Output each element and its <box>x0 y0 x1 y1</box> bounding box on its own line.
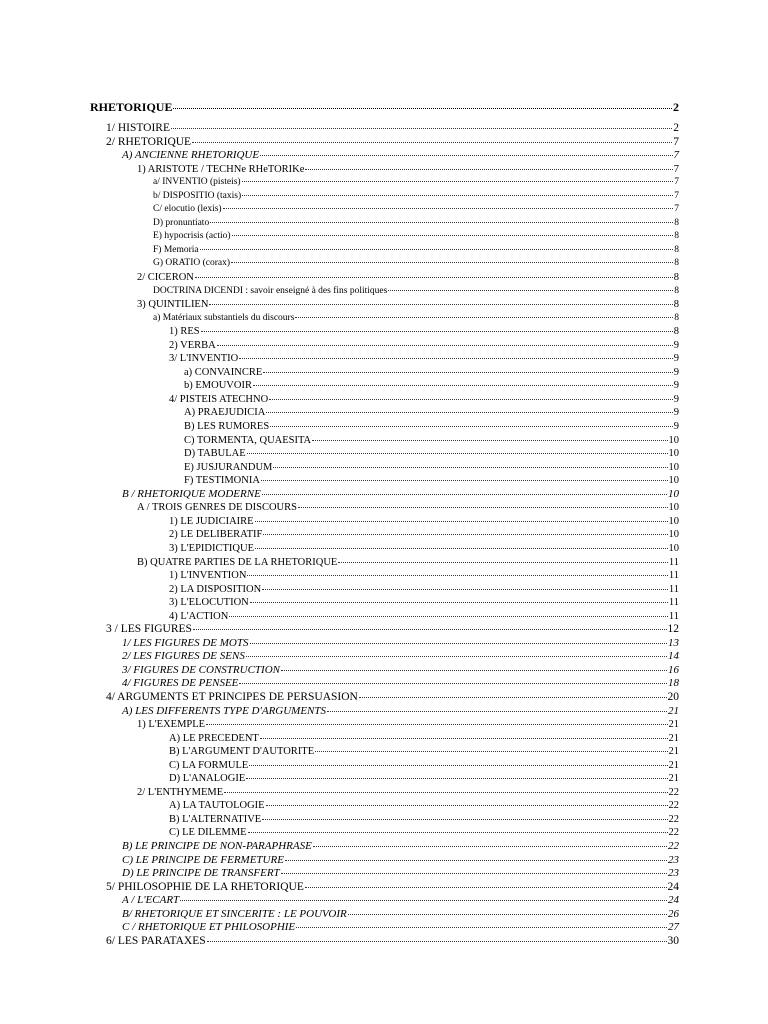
toc-entry-page: 9 <box>673 380 679 392</box>
toc-entry-label: 1) L'EXEMPLE <box>137 719 206 731</box>
toc-title-row[interactable] <box>0 98 768 122</box>
toc-entry-label: 2) LA DISPOSITION <box>169 583 262 595</box>
toc-entry-label: D) LE PRINCIPE DE TRANSFERT <box>122 867 280 880</box>
toc-entry-page: 11 <box>668 556 679 568</box>
dot-leader <box>224 792 667 793</box>
toc-entry-page: 10 <box>668 475 679 487</box>
toc-entry-label: E) hypocrisis (actio) <box>153 231 231 242</box>
toc-entry[interactable] <box>0 813 768 827</box>
toc-entry-label: 2) VERBA <box>169 339 216 351</box>
toc-entry[interactable] <box>0 406 768 420</box>
toc-entry[interactable] <box>0 461 768 475</box>
toc-entry-label: C) LE PRINCIPE DE FERMETURE <box>122 853 284 866</box>
dot-leader <box>263 534 667 535</box>
toc-entry-page: 8 <box>673 299 679 311</box>
toc-entry-page: 23 <box>668 853 679 866</box>
toc-entry-label: A) LES DIFFERENTS TYPE D'ARGUMENTS <box>122 704 327 717</box>
toc-entry-label: 2/ CICERON <box>137 272 194 284</box>
dot-leader <box>193 629 667 630</box>
toc-entry-page: 8 <box>674 285 679 296</box>
toc-entry[interactable] <box>0 664 768 678</box>
dot-leader <box>201 331 673 332</box>
toc-entry[interactable] <box>0 637 768 651</box>
toc-entry-page: 7 <box>673 149 679 162</box>
toc-entry-page: 8 <box>674 231 679 242</box>
toc-entry-label: G) ORATIO (corax) <box>153 258 231 269</box>
toc-entry-label: B/ RHETORIQUE ET SINCERITE : LE POUVOIR <box>122 907 347 920</box>
toc-entry-label: A / TROIS GENRES DE DISCOURS <box>137 502 297 514</box>
toc-entry-page: 30 <box>667 934 679 947</box>
toc-entry[interactable] <box>0 271 768 285</box>
toc-entry-label: a) CONVAINCRE <box>184 366 263 378</box>
toc-entry-label: 3) L'ELOCUTION <box>169 597 249 609</box>
toc-entry[interactable] <box>0 921 768 935</box>
toc-entry-page: 21 <box>668 704 679 717</box>
toc-entry[interactable] <box>0 759 768 773</box>
toc-entry-page: 14 <box>668 650 679 663</box>
dot-leader <box>239 358 673 359</box>
toc-entry-label: 6/ LES PARATAXES <box>106 934 206 947</box>
toc-entry-label: D) L'ANALOGIE <box>169 773 246 785</box>
toc-entry-page: 8 <box>673 326 679 338</box>
toc-entry-page: 23 <box>668 867 679 880</box>
dot-leader <box>270 426 673 427</box>
dot-leader <box>250 602 668 603</box>
dot-leader <box>312 440 667 441</box>
toc-entry-label: B) QUATRE PARTIES DE LA RHETORIQUE <box>137 556 338 568</box>
dot-leader <box>249 765 667 766</box>
dot-leader <box>327 711 667 712</box>
dot-leader <box>305 169 672 170</box>
toc-entry-label: 3/ L'INVENTIO <box>169 353 239 365</box>
dot-leader <box>266 412 672 413</box>
toc-entry-page: 22 <box>668 827 679 839</box>
dot-leader <box>242 195 673 196</box>
dot-leader <box>246 656 667 657</box>
toc-entry[interactable] <box>0 935 768 949</box>
dot-leader <box>207 941 667 942</box>
toc-entry-label: a) Matériaux substantiels du discours <box>153 312 295 323</box>
dot-leader <box>239 683 667 684</box>
toc-entry[interactable] <box>0 122 768 136</box>
dot-leader <box>171 128 672 129</box>
toc-entry-label: B / RHETORIQUE MODERNE <box>122 487 261 500</box>
toc-entry[interactable] <box>0 799 768 813</box>
toc-entry-page: 24 <box>668 894 679 907</box>
toc-entry[interactable] <box>0 826 768 840</box>
toc-entry-page: 10 <box>668 529 679 541</box>
toc-entry-page: 16 <box>668 663 679 676</box>
toc-entry[interactable] <box>0 718 768 732</box>
dot-leader <box>296 927 667 928</box>
dot-leader <box>248 832 668 833</box>
dot-leader <box>262 589 668 590</box>
toc-entry-page: 11 <box>668 583 679 595</box>
toc-entry-label: DOCTRINA DICENDI : savoir enseigné à des fins politiques <box>153 285 388 296</box>
toc-entry-page: 9 <box>673 393 679 405</box>
toc-entry[interactable] <box>0 447 768 461</box>
toc-entry-page: 21 <box>668 719 679 731</box>
toc-entry[interactable] <box>0 650 768 664</box>
toc-entry-page: 22 <box>668 786 679 798</box>
toc-entry-label: B) L'ARGUMENT D'AUTORITE <box>169 746 315 758</box>
toc-entry-label: 1) LE JUDICIAIRE <box>169 515 254 527</box>
toc-entry-label: b) EMOUVOIR <box>184 380 252 392</box>
toc-entry[interactable] <box>0 786 768 800</box>
toc-entry-page: 9 <box>673 339 679 351</box>
toc-entry-label: A) LA TAUTOLOGIE <box>169 800 265 812</box>
dot-leader <box>229 616 668 617</box>
toc-entry-page: 11 <box>668 610 679 622</box>
toc-entry[interactable] <box>0 908 768 922</box>
dot-leader <box>250 643 668 644</box>
toc-entry[interactable] <box>0 434 768 448</box>
dot-leader <box>285 860 667 861</box>
toc-entry-label: 4/ ARGUMENTS ET PRINCIPES DE PERSUASION <box>106 690 358 703</box>
dot-leader <box>263 372 672 373</box>
toc-entry[interactable] <box>0 366 768 380</box>
dot-leader <box>206 724 667 725</box>
dot-leader <box>231 262 673 263</box>
toc-entry-page: 8 <box>674 217 679 228</box>
toc-entry[interactable] <box>0 623 768 637</box>
toc-entry-page: 10 <box>668 434 679 446</box>
toc-entry[interactable] <box>0 285 768 299</box>
toc-entry-label: 2/ L'ENTHYMEME <box>137 786 224 798</box>
dot-leader <box>315 751 667 752</box>
toc-entry[interactable] <box>0 556 768 570</box>
toc-entry-label: B) LES RUMORES <box>184 421 270 433</box>
toc-entry[interactable] <box>0 163 768 177</box>
toc-entry-label: F) TESTIMONIA <box>184 475 260 487</box>
toc-entry[interactable] <box>0 745 768 759</box>
toc-entry-page: 10 <box>668 487 679 500</box>
toc-entry-page: 10 <box>668 461 679 473</box>
dot-leader <box>305 887 667 888</box>
toc-title: RHETORIQUE <box>90 100 173 114</box>
toc-entry-label: C) LA FORMULE <box>169 759 249 771</box>
toc-entry-label: 2/ RHETORIQUE <box>106 135 192 148</box>
toc-entry[interactable] <box>0 542 768 556</box>
toc-entry[interactable] <box>0 393 768 407</box>
toc-entry[interactable] <box>0 488 768 502</box>
toc-entry-label: 1) ARISTOTE / TECHNe RHeTORIKe <box>137 163 305 175</box>
dot-leader <box>242 181 674 182</box>
toc-entry[interactable] <box>0 230 768 244</box>
toc-entry[interactable] <box>0 881 768 895</box>
toc-entry[interactable] <box>0 257 768 271</box>
toc-entry-page: 11 <box>668 570 679 582</box>
toc-entry-page: 7 <box>674 177 679 188</box>
toc-entry-page: 13 <box>668 636 679 649</box>
toc-entry[interactable] <box>0 339 768 353</box>
dot-leader <box>247 453 668 454</box>
toc-entry-label: 2/ LES FIGURES DE SENS <box>122 650 245 663</box>
dot-leader <box>217 345 673 346</box>
toc-entry-page: 7 <box>674 190 679 201</box>
toc-entry-label: 4/ FIGURES DE PENSEE <box>122 677 239 690</box>
toc-entry[interactable] <box>0 136 768 150</box>
toc-entry-label: D) pronuntiato <box>153 217 210 228</box>
toc-entry-page: 7 <box>674 204 679 215</box>
toc-entry[interactable] <box>0 176 768 190</box>
toc-entry-label: E) JUSJURANDUM <box>184 461 273 473</box>
dot-leader <box>192 142 672 143</box>
dot-leader <box>338 562 668 563</box>
toc-entry-page: 11 <box>668 597 679 609</box>
toc-entry-page: 20 <box>667 690 679 703</box>
toc-entry-label: A) PRAEJUDICIA <box>184 407 266 419</box>
toc-entry-label: C) TORMENTA, QUAESITA <box>184 434 312 446</box>
toc-entry[interactable] <box>0 352 768 366</box>
toc-entry-label: A) LE PRECEDENT <box>169 732 259 744</box>
toc-entry-page: 2 <box>673 122 679 134</box>
toc-entry-page: 9 <box>673 353 679 365</box>
dot-leader <box>209 304 672 305</box>
dot-leader <box>253 385 673 386</box>
dot-leader <box>200 249 674 250</box>
toc-entry[interactable] <box>0 420 768 434</box>
toc-entry-label: A) ANCIENNE RHETORIQUE <box>122 149 260 162</box>
toc-entry-page: 26 <box>668 907 679 920</box>
toc-entry-label: b/ DISPOSITIO (taxis) <box>153 190 242 201</box>
toc-entry-page: 21 <box>668 732 679 744</box>
toc-entry-page: 22 <box>668 800 679 812</box>
dot-leader <box>295 317 673 318</box>
dot-leader <box>260 738 668 739</box>
toc-entry-page: 7 <box>673 135 679 148</box>
dot-leader <box>273 467 667 468</box>
dot-leader <box>223 208 674 209</box>
dot-leader <box>262 494 667 495</box>
toc-entry[interactable] <box>0 501 768 515</box>
toc-entry-page: 8 <box>674 244 679 255</box>
toc-entry-page: 8 <box>673 272 679 284</box>
toc-entry-label: C/ elocutio (lexis) <box>153 204 222 215</box>
toc-entry-page: 10 <box>668 448 679 460</box>
dot-leader <box>313 846 667 847</box>
dot-leader <box>195 277 673 278</box>
toc-entry[interactable] <box>0 732 768 746</box>
toc-entry-label: 3) QUINTILIEN <box>137 299 209 311</box>
toc-entry-label: B) LE PRINCIPE DE NON-PARAPHRASE <box>122 839 312 852</box>
toc-entry-page: 24 <box>667 880 679 893</box>
toc-entry-label: A / L'ECART <box>122 894 180 907</box>
toc-entry[interactable] <box>0 244 768 258</box>
toc-entry-label: 1) L'INVENTION <box>169 570 247 582</box>
toc-entry-label: 2) LE DELIBERATIF <box>169 529 263 541</box>
toc-entry-page: 27 <box>668 921 679 934</box>
dot-leader <box>281 873 667 874</box>
toc-entry-page: 12 <box>667 623 679 636</box>
toc-entry[interactable] <box>0 583 768 597</box>
dot-leader <box>173 108 672 109</box>
dot-leader <box>180 900 667 901</box>
table-of-contents <box>0 98 768 948</box>
toc-entry-label: 4/ PISTEIS ATECHNO <box>169 393 269 405</box>
dot-leader <box>246 778 667 779</box>
toc-entry[interactable] <box>0 894 768 908</box>
toc-entry-label: B) L'ALTERNATIVE <box>169 813 262 825</box>
toc-entry[interactable] <box>0 840 768 854</box>
toc-entry-page: 10 <box>668 502 679 514</box>
toc-entry-page: 9 <box>673 421 679 433</box>
dot-leader <box>298 507 668 508</box>
toc-entry-page: 21 <box>668 759 679 771</box>
toc-entry[interactable] <box>0 379 768 393</box>
toc-entry-page: 21 <box>668 773 679 785</box>
dot-leader <box>247 575 667 576</box>
toc-entry[interactable] <box>0 596 768 610</box>
toc-entry-label: a/ INVENTIO (pisteis) <box>153 177 241 188</box>
toc-entry[interactable] <box>0 515 768 529</box>
toc-entry-label: 4) L'ACTION <box>169 610 229 622</box>
toc-entry-page: 10 <box>668 515 679 527</box>
dot-leader <box>255 521 668 522</box>
toc-entry-page: 8 <box>674 258 679 269</box>
toc-entry-page: 9 <box>673 366 679 378</box>
toc-entry[interactable] <box>0 854 768 868</box>
toc-entry-page: 9 <box>673 407 679 419</box>
toc-entry[interactable] <box>0 528 768 542</box>
toc-entry[interactable] <box>0 203 768 217</box>
toc-entry[interactable] <box>0 298 768 312</box>
toc-entry-page: 10 <box>668 542 679 554</box>
toc-entry-label: C) LE DILEMME <box>169 827 247 839</box>
toc-entry-page: 21 <box>668 746 679 758</box>
toc-title-page: 2 <box>673 100 679 114</box>
toc-entry[interactable] <box>0 474 768 488</box>
toc-entry[interactable] <box>0 149 768 163</box>
toc-entry-page: 22 <box>668 813 679 825</box>
toc-entry-label: 3/ FIGURES DE CONSTRUCTION <box>122 663 280 676</box>
toc-entry[interactable] <box>0 312 768 326</box>
dot-leader <box>388 290 673 291</box>
dot-leader <box>261 480 668 481</box>
toc-entry-label: 1/ HISTOIRE <box>106 122 170 134</box>
toc-entry[interactable] <box>0 705 768 719</box>
toc-entry-page: 7 <box>673 163 679 175</box>
dot-leader <box>269 399 673 400</box>
toc-entry-label: 1) RES <box>169 326 200 338</box>
toc-entry[interactable] <box>0 325 768 339</box>
toc-entry-page: 22 <box>668 839 679 852</box>
toc-entry-label: D) TABULAE <box>184 448 246 460</box>
toc-entry-label: 5/ PHILOSOPHIE DE LA RHETORIQUE <box>106 880 304 893</box>
dot-leader <box>260 155 672 156</box>
toc-entry[interactable] <box>0 867 768 881</box>
toc-entry[interactable] <box>0 217 768 231</box>
dot-leader <box>262 819 667 820</box>
toc-entry-label: 3) L'EPIDICTIQUE <box>169 542 254 554</box>
dot-leader <box>266 805 668 806</box>
dot-leader <box>348 914 667 915</box>
dot-leader <box>210 222 673 223</box>
dot-leader <box>281 670 667 671</box>
dot-leader <box>255 548 668 549</box>
toc-entry[interactable] <box>0 691 768 705</box>
toc-entry[interactable] <box>0 569 768 583</box>
toc-entry[interactable] <box>0 190 768 204</box>
toc-entries <box>0 122 768 948</box>
toc-entry-label: 3 / LES FIGURES <box>106 623 192 636</box>
toc-entry[interactable] <box>0 772 768 786</box>
dot-leader <box>359 697 667 698</box>
toc-entry-label: F) Memoria <box>153 244 199 255</box>
dot-leader <box>232 235 674 236</box>
toc-entry-label: C / RHETORIQUE ET PHILOSOPHIE <box>122 921 296 934</box>
toc-entry-page: 8 <box>674 312 679 323</box>
toc-entry-label: 1/ LES FIGURES DE MOTS <box>122 636 249 649</box>
toc-entry[interactable] <box>0 610 768 624</box>
toc-entry[interactable] <box>0 677 768 691</box>
toc-entry-page: 18 <box>668 677 679 690</box>
